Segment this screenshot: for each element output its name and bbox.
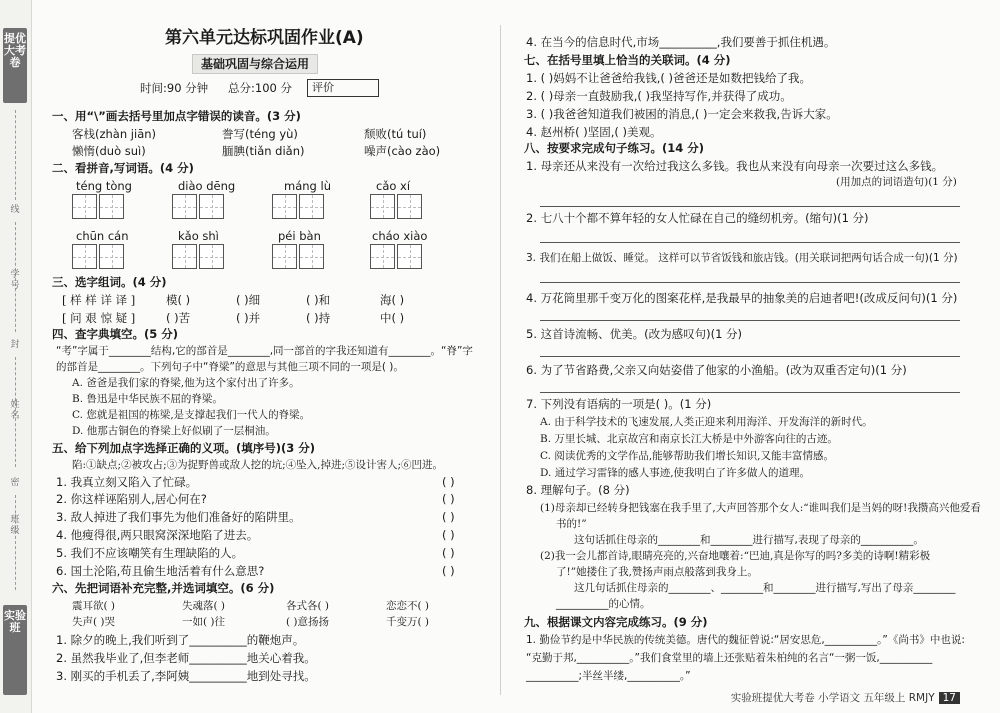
q2-answer-grid[interactable] bbox=[370, 194, 422, 219]
q3-charset: [ 问 艰 惊 疑 ] bbox=[62, 311, 136, 325]
q4-option: D. 他那古铜色的脊梁上好似刷了一层桐油。 bbox=[72, 425, 276, 437]
q8-passage: 了!”她搂住了我,赞扬声雨点般落到我身上。 bbox=[556, 566, 758, 578]
total-label: 总分:100 分 bbox=[228, 81, 292, 95]
binding-mark-xingming: 姓名 bbox=[10, 400, 20, 421]
q8-sentence: 3. 我们在船上做饭、睡觉。 这样可以节省饭钱和旅店钱。(用关联词把两句话合成一句)(1 分) bbox=[526, 252, 958, 264]
binding-label-bottom: 实验班 bbox=[3, 605, 27, 695]
q2-heading: 二、看拼音,写词语。(4 分) bbox=[52, 161, 194, 175]
q5-answer-paren[interactable]: ( ) bbox=[442, 528, 455, 542]
q2-answer-grid[interactable] bbox=[370, 244, 422, 269]
q3-blank[interactable]: 海( ) bbox=[380, 293, 405, 307]
q2-answer-grid[interactable] bbox=[172, 244, 224, 269]
binding-mark-xian: 线 bbox=[10, 205, 20, 215]
q6-item: 1. 除夕的晚上,我们听到了__________的鞭炮声。 bbox=[56, 633, 305, 647]
q1-item: 客栈(zhàn jiān) bbox=[72, 127, 157, 141]
q3-blank[interactable]: 模( ) bbox=[166, 293, 191, 307]
q2-answer-grid[interactable] bbox=[272, 194, 324, 219]
binding-mark-banji: 班级 bbox=[10, 515, 20, 536]
q2-pinyin: cháo xiào bbox=[372, 229, 428, 243]
binding-mark-feng: 封 bbox=[10, 340, 20, 350]
binding-dash-1 bbox=[15, 110, 16, 200]
q7-item: 2. ( )母亲一直鼓励我,( )我坚持写作,并获得了成功。 bbox=[526, 89, 792, 103]
q7-item: 4. 赵州桥( )坚固,( )美观。 bbox=[526, 125, 662, 139]
q3-blank[interactable]: ( )和 bbox=[306, 293, 331, 307]
q3-heading: 三、选字组词。(4 分) bbox=[52, 275, 167, 289]
q5-answer-paren[interactable]: ( ) bbox=[442, 510, 455, 524]
q8-passage: (2)我一会儿都首诗,眼睛亮亮的,兴奋地嚷着:“巴迪,真是你写的吗?多美的诗啊!精彩极 bbox=[540, 550, 931, 562]
q3-blank[interactable]: ( )苦 bbox=[166, 311, 191, 325]
answer-line[interactable] bbox=[540, 392, 960, 393]
q7-item: 3. ( )我爸爸知道我们被困的消息,( )一定会来救我,告诉大家。 bbox=[526, 107, 838, 121]
q6-word: 恋恋不( ) bbox=[386, 600, 430, 612]
page-title: 第六单元达标巩固作业(A) bbox=[165, 28, 364, 48]
q5-item: 6. 国土沦陷,苟且偷生地活着有什么意思? bbox=[56, 564, 265, 578]
q6-word: 失声( )哭 bbox=[72, 616, 116, 628]
q8-sentence: 8. 理解句子。(8 分) bbox=[526, 483, 630, 497]
q7-item: 1. ( )妈妈不让爸爸给我钱,( )爸爸还是如数把钱给了我。 bbox=[526, 71, 812, 85]
q8-passage: 书的!” bbox=[556, 518, 587, 530]
q2-answer-grid[interactable] bbox=[72, 244, 124, 269]
q2-pinyin: diào dēng bbox=[178, 179, 236, 193]
q9-heading: 九、根据课文内容完成练习。(9 分) bbox=[524, 615, 708, 629]
q5-heading: 五、给下列加点字选择正确的义项。(填序号)(3 分) bbox=[52, 441, 316, 455]
q2-pinyin: kǎo shì bbox=[178, 229, 219, 243]
q2-pinyin: téng tòng bbox=[76, 179, 132, 193]
time-label: 时间:90 分钟 bbox=[140, 81, 209, 95]
binding-label-top: 提优大考卷 bbox=[3, 28, 27, 103]
answer-line[interactable] bbox=[540, 242, 960, 243]
q5-item: 5. 我们不应该嘲笑有生理缺陷的人。 bbox=[56, 546, 244, 560]
score-label: 评价 bbox=[312, 81, 334, 94]
q8-sentence: 1. 母亲还从来没有一次给过我这么多钱。我也从来没有向母亲一次要过这么多钱。 bbox=[526, 159, 944, 173]
q8-sentence: 4. 万花筒里那千变万化的图案花样,是我最早的抽象美的启迪者吧!(改成反问句)(1 分) bbox=[526, 291, 958, 305]
column-divider bbox=[500, 25, 501, 695]
q4-option: B. 鲁迅是中华民族不屈的脊梁。 bbox=[72, 393, 223, 405]
q5-item: 3. 敌人掉进了我们事先为他们准备好的陷阱里。 bbox=[56, 510, 301, 524]
q9-line: __________;半丝半缕,__________。” bbox=[526, 670, 691, 682]
page-number: 17 bbox=[939, 692, 960, 704]
binding-dash-4 bbox=[15, 495, 16, 590]
q5-item: 2. 你这样诬陷别人,居心何在? bbox=[56, 492, 207, 506]
q6-item-4: 4. 在当今的信息时代,市场__________,我们要善于抓住机遇。 bbox=[526, 35, 836, 49]
q2-pinyin: cǎo xí bbox=[376, 179, 411, 193]
q3-blank[interactable]: ( )持 bbox=[306, 311, 331, 325]
q8-heading: 八、按要求完成句子练习。(14 分) bbox=[524, 141, 705, 155]
page-footer bbox=[731, 690, 960, 705]
q2-pinyin: máng lù bbox=[284, 179, 331, 193]
q6-word: 一如( )往 bbox=[182, 616, 226, 628]
q1-item: 腼腆(tiǎn diǎn) bbox=[222, 144, 305, 158]
q5-answer-paren[interactable]: ( ) bbox=[442, 546, 455, 560]
q5-answer-paren[interactable]: ( ) bbox=[442, 492, 455, 506]
q4-heading: 四、查字典填空。(5 分) bbox=[52, 327, 179, 341]
q9-line: 1. 勤俭节约是中华民族的传统美德。唐代的魏征曾说:“居安思危,__________。”《尚书》中也说: bbox=[526, 634, 965, 646]
q8-sentence: 2. 七八十个都不算年轻的女人忙碌在自己的缝纫机旁。(缩句)(1 分) bbox=[526, 211, 869, 225]
q3-charset: [ 样 样 详 译 ] bbox=[62, 293, 136, 307]
q4-line: “考”字属于________结构,它的部首是________,同一部首的字我还知道有________。“脊”字 bbox=[56, 345, 473, 357]
q8-passage: (1)母亲却已经转身把钱塞在我手里了,大声回答那个女人:“谁叫我们是当妈的呀!我攒高兴他爱看 bbox=[540, 502, 981, 514]
q6-word: 各式各( ) bbox=[286, 600, 330, 612]
q1-item: 颓败(tú tuí) bbox=[364, 127, 427, 141]
q2-pinyin: chūn cán bbox=[76, 229, 129, 243]
q8-passage: __________的心情。 bbox=[556, 598, 651, 610]
q1-heading: 一、用“\”画去括号里加点字错误的读音。(3 分) bbox=[52, 109, 301, 123]
q5-answer-paren[interactable]: ( ) bbox=[442, 475, 455, 489]
answer-line[interactable] bbox=[540, 320, 960, 321]
q8-passage: 这句话抓住母亲的________和________进行描写,表现了母亲的__________。 bbox=[574, 534, 924, 546]
q8-sentence: 6. 为了节省路费,父亲又向姑姿借了他家的小渔船。(改为双重否定句)(1 分) bbox=[526, 363, 907, 377]
answer-line[interactable] bbox=[540, 282, 960, 283]
q6-item: 2. 虽然我毕业了,但李老师__________地关心着我。 bbox=[56, 651, 316, 665]
q2-answer-grid[interactable] bbox=[72, 194, 124, 219]
q6-word: 震耳欲( ) bbox=[72, 600, 116, 612]
binding-mark-mi: 密 bbox=[10, 478, 20, 488]
q5-item: 4. 他瘦得很,两只眼窝深深地陷了进去。 bbox=[56, 528, 259, 542]
q8-sentence: 5. 这首诗流畅、优美。(改为感叹句)(1 分) bbox=[526, 327, 743, 341]
q7-heading: 七、在括号里填上恰当的关联词。(4 分) bbox=[524, 53, 731, 67]
q3-blank[interactable]: 中( ) bbox=[380, 311, 405, 325]
q6-heading: 六、先把词语补充完整,并选词填空。(6 分) bbox=[52, 581, 275, 595]
q4-option: C. 您就是祖国的栋梁,是支撑起我们一代人的脊梁。 bbox=[72, 409, 311, 421]
q8-passage: 这几句话抓住母亲的________、________和________进行描写,写出了母亲________ bbox=[574, 582, 956, 594]
page-subtitle: 基础巩固与综合运用 bbox=[192, 54, 318, 74]
q6-word: 失魂落( ) bbox=[182, 600, 226, 612]
q9-line: “克勤于邦,__________。”我们食堂里的墙上还张贴着朱柏纯的名言“一粥一饭,__________ bbox=[526, 652, 933, 664]
q3-blank[interactable]: ( )细 bbox=[236, 293, 261, 307]
q8-sentence: 7. 下列没有语病的一项是( )。(1 分) bbox=[526, 397, 712, 411]
q8-option: C. 阅读优秀的文学作品,能够帮助我们增长知识,又能丰富情感。 bbox=[540, 450, 835, 462]
score-box[interactable] bbox=[307, 79, 379, 97]
q6-item: 3. 刚买的手机丢了,李阿姨__________地到处寻找。 bbox=[56, 669, 316, 683]
q8-option: B. 万里长城、北京故宫和南京长江大桥是中外游客向往的古迹。 bbox=[540, 433, 838, 445]
q2-answer-grid[interactable] bbox=[172, 194, 224, 219]
q3-blank[interactable]: ( )并 bbox=[236, 311, 261, 325]
q5-definitions: 陷:①缺点;②被攻占;③为捉野兽或敌人挖的坑;④坠入,掉进;⑤设计害人;⑥凹进。 bbox=[72, 459, 444, 471]
binding-mark-xuehao: 学号 bbox=[10, 270, 20, 291]
q4-option: A. 爸爸是我们家的脊梁,他为这个家付出了许多。 bbox=[72, 377, 300, 389]
q8-option: A. 由于科学技术的飞速发展,人类正迎来利用海洋、开发海洋的新时代。 bbox=[540, 416, 873, 428]
q5-answer-paren[interactable]: ( ) bbox=[442, 564, 455, 578]
q5-item: 1. 我真立刻又陷入了忙碌。 bbox=[56, 475, 198, 489]
q6-word: 千变万( ) bbox=[386, 616, 430, 628]
q6-word: ( )意扬扬 bbox=[286, 616, 330, 628]
q4-line: 的部首是________。下列句子中“脊梁”的意思与其他三项不同的一项是( )。 bbox=[56, 361, 404, 373]
q1-item: 噪声(cào zào) bbox=[364, 144, 441, 158]
answer-line[interactable] bbox=[540, 206, 960, 207]
answer-line[interactable] bbox=[540, 356, 960, 357]
q2-pinyin: péi bàn bbox=[278, 229, 321, 243]
footer-text: 实验班提优大考卷 小学语文 五年级上 RMJY bbox=[730, 692, 935, 704]
q1-item: 誊写(téng yù) bbox=[222, 127, 298, 141]
q1-item: 懒惰(duò suì) bbox=[72, 144, 146, 158]
q8-option: D. 通过学习雷锋的感人事迹,使我明白了许多做人的道理。 bbox=[540, 467, 811, 479]
q2-answer-grid[interactable] bbox=[272, 244, 324, 269]
q8-note: (用加点的词语造句)(1 分) bbox=[836, 176, 957, 188]
binding-strip bbox=[0, 0, 32, 713]
